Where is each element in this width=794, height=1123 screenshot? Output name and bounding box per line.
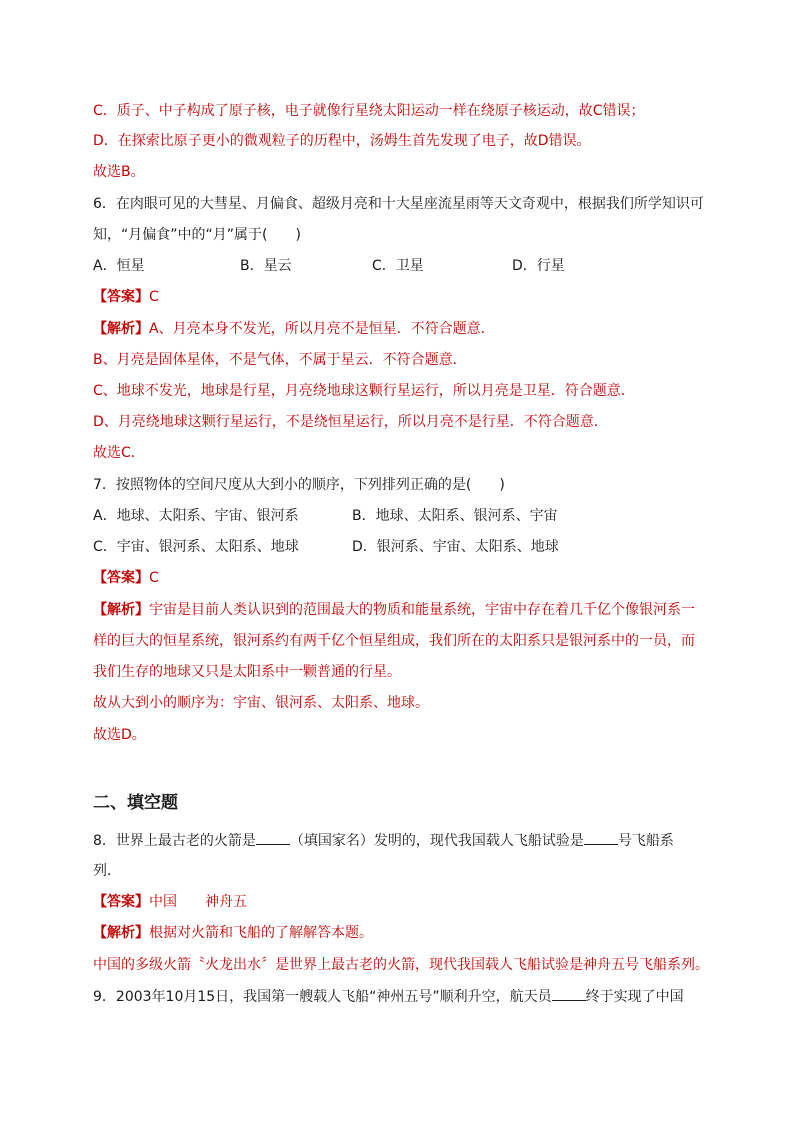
- question-text: 8．世界上最古老的火箭是: [93, 833, 256, 849]
- section-heading: 二、填空题: [93, 793, 178, 813]
- option-c: C．宇宙、银河系、太阳系、地球: [93, 539, 299, 555]
- question-9-line-1: [93, 986, 684, 1007]
- question-7-line-1: 7．按照物体的空间尺度从大到小的顺序，下列排列正确的是( ): [93, 477, 505, 493]
- analysis-line: [93, 319, 495, 339]
- analysis-line: 中国的多级火箭〝火龙出水〞是世界上最古老的火箭，现代我国载人飞船试验是神舟五号飞船系列。: [93, 957, 709, 973]
- analysis-line: 我们生存的地球又只是太阳系中一颗普通的行星。: [93, 664, 401, 680]
- question-6-line-2: 知，“月偏食”中的“月”属于( ): [93, 227, 301, 243]
- option-b: B．星云: [240, 258, 292, 274]
- question-8-line-2: 列．: [93, 863, 121, 879]
- analysis-line: 样的巨大的恒星系统，银河系约有两千亿个恒星组成，我们所在的太阳系只是银河系中的一员，而: [93, 633, 695, 649]
- analysis-line: D．在探索比原子更小的微观粒子的历程中，汤姆生首先发现了电子，故D错误。: [93, 133, 591, 149]
- option-d: D．行星: [512, 258, 565, 274]
- analysis-tag: 【解析】: [93, 321, 149, 337]
- question-text: 终于实现了中国: [585, 989, 684, 1005]
- option-c: C．卫星: [372, 258, 424, 274]
- analysis-text: A、月亮本身不发光，所以月亮不是恒星．不符合题意．: [149, 321, 495, 337]
- question-text: （填国家名）发明的，现代我国载人飞船试验是: [289, 833, 584, 849]
- question-6-line-1: 6．在肉眼可见的大彗星、月偏食、超级月亮和十大星座流星雨等天文奇观中，根据我们所学知识可: [93, 196, 704, 212]
- answer-blank: [552, 986, 586, 1001]
- analysis-text: 根据对火箭和飞船的了解解答本题。: [149, 925, 373, 941]
- answer-value: 中国 神舟五: [149, 894, 247, 910]
- answer-tag: 【答案】: [93, 894, 149, 910]
- analysis-tag: 【解析】: [93, 602, 149, 618]
- option-a: A．地球、太阳系、宇宙、银河系: [93, 508, 299, 524]
- answer-line: [93, 892, 247, 912]
- analysis-line: 故从大到小的顺序为：宇宙、银河系、太阳系、地球。: [93, 695, 429, 711]
- analysis-line: [93, 923, 373, 943]
- option-b: B．地球、太阳系、银河系、宇宙: [352, 508, 558, 524]
- answer-tag: 【答案】: [93, 570, 149, 586]
- question-text: 号飞船系: [617, 833, 674, 849]
- analysis-text: 宇宙是目前人类认识到的范围最大的物质和能量系统，宇宙中存在着几千亿个像银河系一: [149, 602, 695, 618]
- answer-line: [93, 568, 159, 588]
- answer-blank: [584, 830, 618, 845]
- analysis-line: C、地球不发光，地球是行星，月亮绕地球这颗行星运行，所以月亮是卫星．符合题意．: [93, 383, 635, 399]
- analysis-tag: 【解析】: [93, 925, 149, 941]
- analysis-line: [93, 600, 695, 620]
- answer-line: [93, 287, 159, 307]
- question-text: 9．2003年10月15日，我国第一艘载人飞船“神州五号”顺利升空，航天员: [93, 989, 552, 1005]
- choose-line: 故选B。: [93, 164, 145, 180]
- question-8-line-1: [93, 830, 674, 851]
- option-d: D．银河系、宇宙、太阳系、地球: [352, 539, 559, 555]
- option-a: A．恒星: [93, 258, 145, 274]
- answer-value: C: [149, 289, 159, 305]
- choose-line: 故选D。: [93, 727, 146, 743]
- answer-value: C: [149, 570, 159, 586]
- choose-line: 故选C．: [93, 445, 145, 461]
- answer-blank: [256, 830, 290, 845]
- analysis-line: C．质子、中子构成了原子核，电子就像行星绕太阳运动一样在绕原子核运动，故C错误；: [93, 103, 645, 119]
- analysis-line: D、月亮绕地球这颗行星运行，不是绕恒星运行，所以月亮不是行星．不符合题意．: [93, 414, 608, 430]
- analysis-line: B、月亮是固体星体，不是气体，不属于星云．不符合题意．: [93, 352, 467, 368]
- answer-tag: 【答案】: [93, 289, 149, 305]
